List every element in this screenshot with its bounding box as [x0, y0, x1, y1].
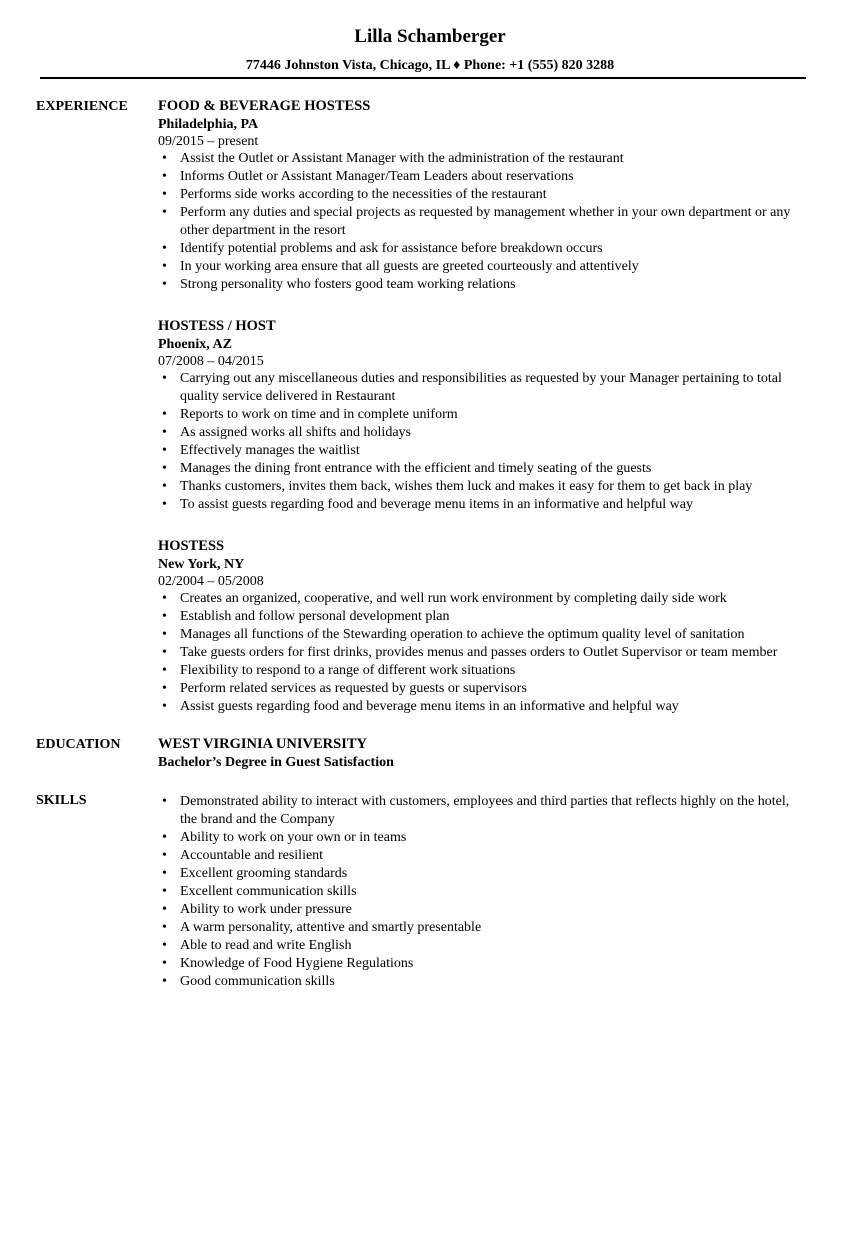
duty-item: • Reports to work on time and in complete uniform [158, 406, 808, 424]
skills-label: SKILLS [36, 793, 87, 808]
skill-item: • Good communication skills [158, 973, 808, 991]
duty-item: • Performs side works according to the necessities of the restaurant [158, 186, 808, 204]
skill-item: • Able to read and write English [158, 937, 808, 955]
education-section [0, 734, 860, 772]
duty-item: • Manages the dining front entrance with the efficient and timely seating of the guests [158, 460, 808, 478]
skill-item: • Excellent grooming standards [158, 865, 808, 883]
duty-item: • Thanks customers, invites them back, wishes them luck and makes it easy for them to get back in play [158, 478, 808, 496]
job-location: Philadelphia, PA [158, 117, 259, 132]
experience-label: EXPERIENCE [36, 99, 128, 114]
contact-line: 77446 Johnston Vista, Chicago, IL ♦ Phone: +1 (555) 820 3288 [245, 58, 615, 73]
job-duties [158, 370, 808, 514]
job-duties [158, 150, 808, 294]
duty-item: • To assist guests regarding food and beverage menu items in an informative and helpful way [158, 496, 808, 514]
skill-item: • A warm personality, attentive and smartly presentable [158, 919, 808, 937]
experience-body [158, 96, 808, 716]
job-location: New York, NY [158, 557, 245, 572]
job-duties [158, 590, 808, 716]
skills-body [158, 790, 808, 991]
duty-item: • Creates an organized, cooperative, and well run work environment by completing daily side work [158, 590, 808, 608]
job-location: Phoenix, AZ [158, 337, 232, 352]
skill-item: • Excellent communication skills [158, 883, 808, 901]
candidate-name: Lilla Schamberger [354, 26, 506, 47]
duty-item: • Strong personality who fosters good team working relations [158, 276, 808, 294]
duty-item: • Establish and follow personal development plan [158, 608, 808, 626]
experience-section [0, 96, 860, 716]
job-dates: 02/2004 – 05/2008 [158, 574, 264, 589]
duty-item: • As assigned works all shifts and holidays [158, 424, 808, 442]
skills-list [158, 793, 808, 991]
skill-item: • Ability to work under pressure [158, 901, 808, 919]
degree: Bachelor’s Degree in Guest Satisfaction [158, 755, 394, 770]
header-divider [40, 77, 806, 79]
skill-item: • Ability to work on your own or in teams [158, 829, 808, 847]
duty-item: • Take guests orders for first drinks, provides menus and passes orders to Outlet Supervisor or team member [158, 644, 808, 662]
job-entry [158, 96, 808, 294]
education-body [158, 734, 808, 772]
duty-item: • Perform related services as requested by guests or supervisors [158, 680, 808, 698]
duty-item: • Informs Outlet or Assistant Manager/Team Leaders about reservations [158, 168, 808, 186]
duty-item: • Flexibility to respond to a range of different work situations [158, 662, 808, 680]
job-entry [158, 316, 808, 514]
skill-item: • Knowledge of Food Hygiene Regulations [158, 955, 808, 973]
job-title: HOSTESS / HOST [158, 318, 276, 334]
skill-item: • Accountable and resilient [158, 847, 808, 865]
duty-item: • Assist the Outlet or Assistant Manager with the administration of the restaurant [158, 150, 808, 168]
duty-item: • Assist guests regarding food and beverage menu items in an informative and helpful way [158, 698, 808, 716]
duty-item: • In your working area ensure that all guests are greeted courteously and attentively [158, 258, 808, 276]
school-name: WEST VIRGINIA UNIVERSITY [158, 736, 367, 752]
job-title: HOSTESS [158, 538, 225, 554]
duty-item: • Identify potential problems and ask for assistance before breakdown occurs [158, 240, 808, 258]
skills-section [0, 790, 860, 991]
duty-item: • Effectively manages the waitlist [158, 442, 808, 460]
duty-item: • Perform any duties and special projects as requested by management whether in your own department or any other department in the resort [158, 204, 808, 240]
education-label: EDUCATION [36, 737, 121, 752]
job-entry [158, 536, 808, 716]
duty-item: • Carrying out any miscellaneous duties and responsibilities as requested by your Manager pertaining to total quality service delivered in Restaurant [158, 370, 808, 406]
job-dates: 07/2008 – 04/2015 [158, 354, 264, 369]
job-title: FOOD & BEVERAGE HOSTESS [158, 98, 371, 114]
resume-content [0, 96, 860, 1007]
resume-header [0, 0, 860, 76]
job-dates: 09/2015 – present [158, 134, 259, 149]
skill-item: • Demonstrated ability to interact with customers, employees and third parties that reflects highly on the hotel, the brand and the Company [158, 793, 808, 829]
duty-item: • Manages all functions of the Stewarding operation to achieve the optimum quality level of sanitation [158, 626, 808, 644]
